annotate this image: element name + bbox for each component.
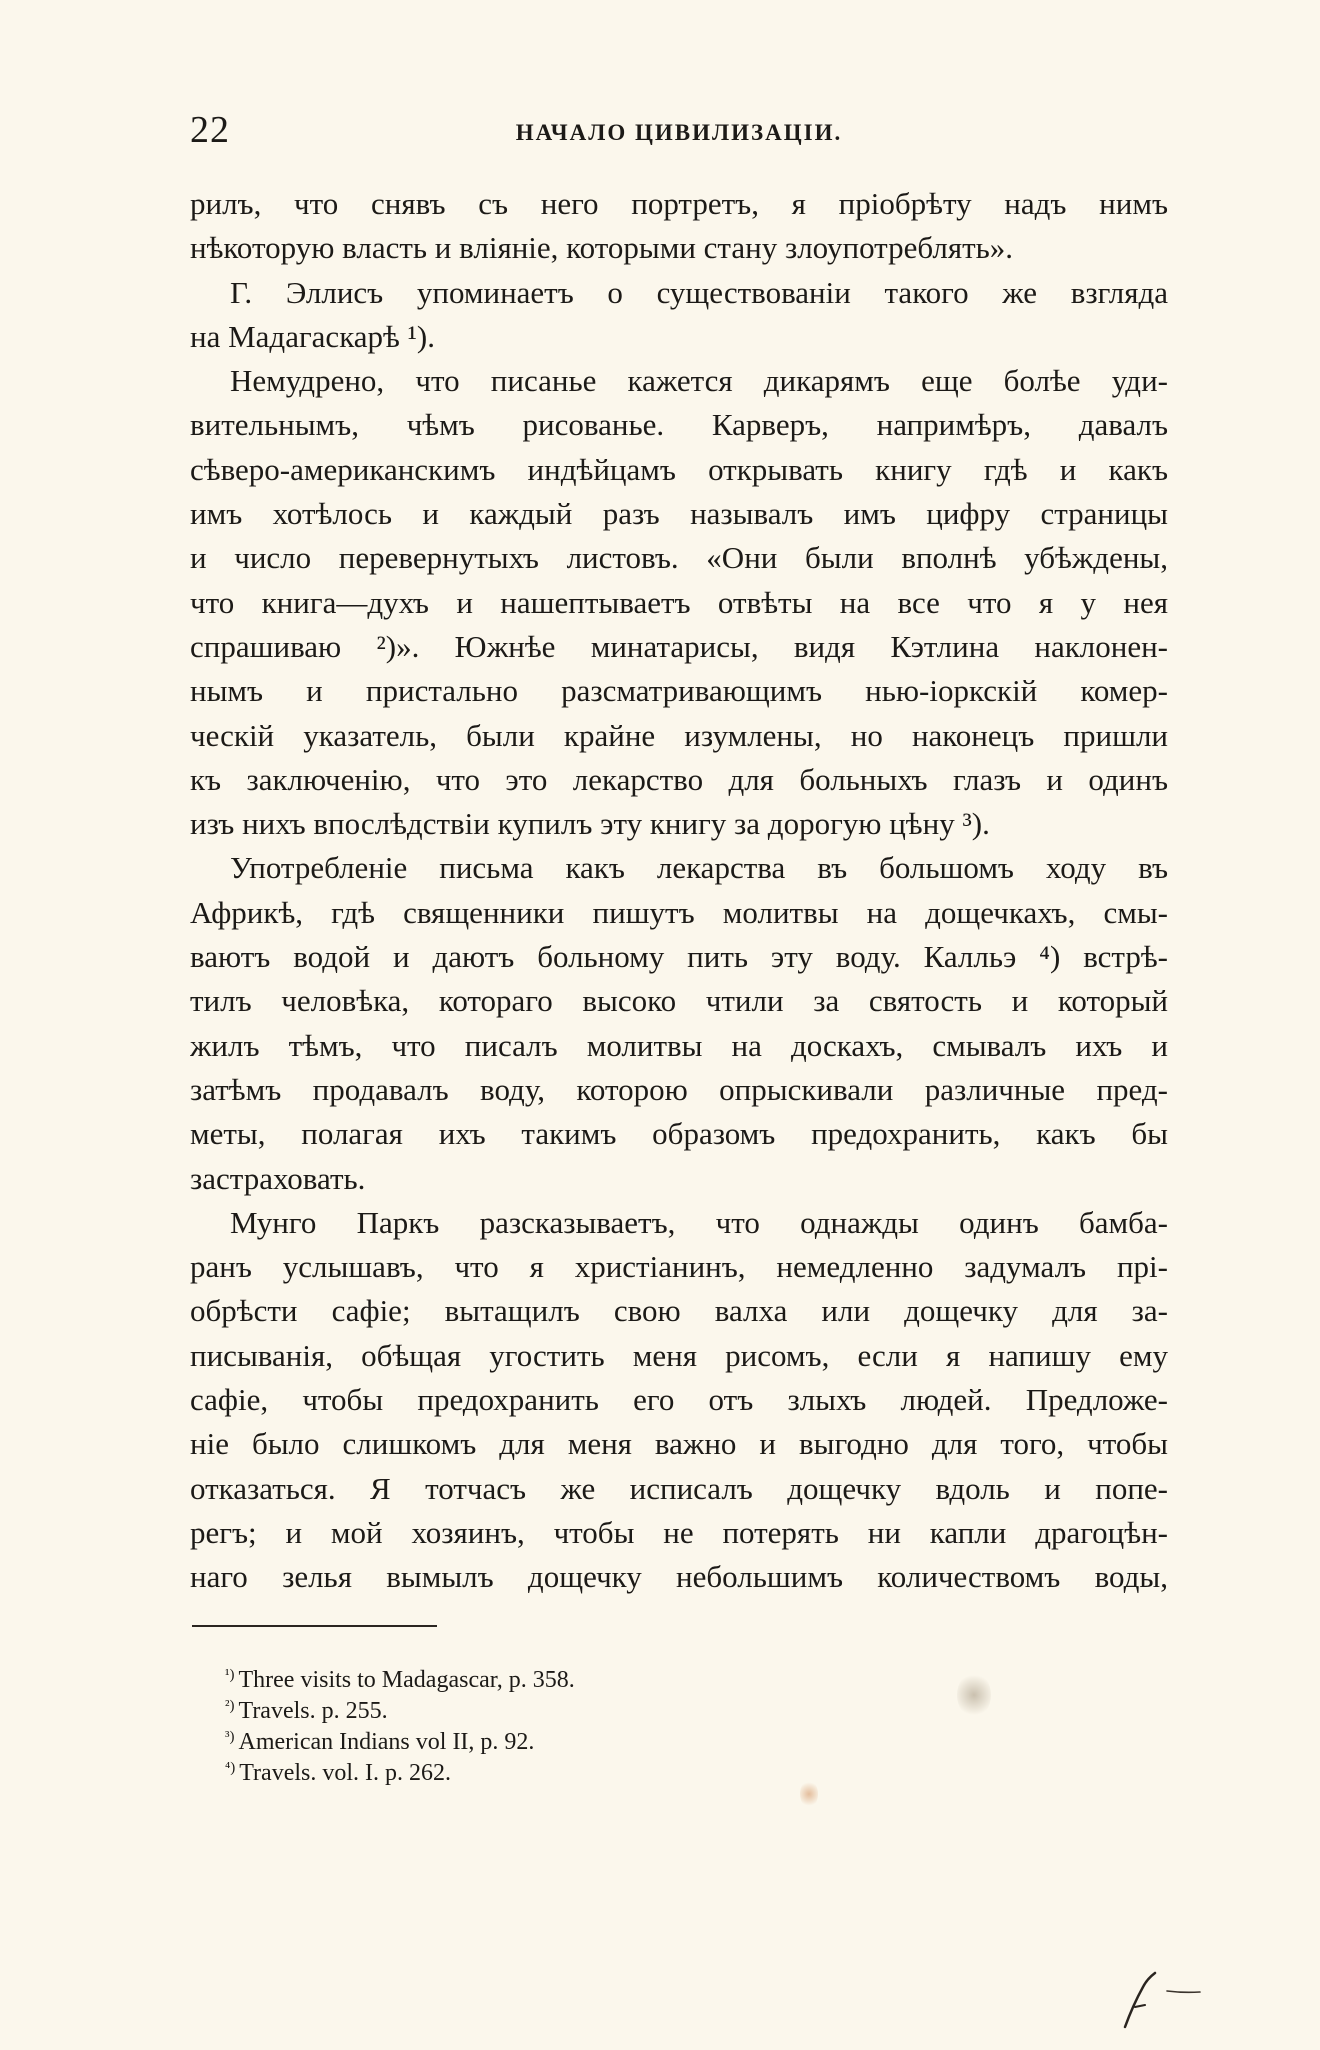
text-line: ваютъ водой и даютъ больному пить эту воду. Калльэ ⁴) встрѣ-	[190, 939, 1168, 975]
text-line: сафіе, чтобы предохранить его отъ злыхъ людей. Предложе-	[190, 1382, 1168, 1418]
text-line: вительнымъ, чѣмъ рисованье. Карверъ, напримѣръ, давалъ	[190, 407, 1168, 443]
text-line: Г. Эллисъ упоминаетъ о существованіи такого же взгляда	[230, 274, 1168, 310]
text-line: имъ хотѣлось и каждый разъ называлъ имъ цифру страницы	[190, 496, 1168, 532]
text-line: ранъ услышавъ, что я христіанинъ, немедленно задумалъ прі-	[190, 1249, 1168, 1285]
paper-stain	[800, 1780, 818, 1808]
footnote-rule	[192, 1625, 437, 1627]
footnote-text: Travels. vol. I. p. 262.	[239, 1760, 452, 1786]
text-line: обрѣсти сафіе; вытащилъ свою валха или дощечку для за-	[190, 1293, 1168, 1329]
pencil-mark	[1105, 1965, 1225, 2035]
footnote	[225, 1722, 925, 1753]
text-line: Употребленіе письма какъ лекарства въ большомъ ходу въ	[230, 850, 1168, 886]
footnote-text: American Indians vol II, p. 92.	[238, 1729, 535, 1755]
text-line: ческій указатель, были крайне изумлены, но наконецъ пришли	[190, 717, 1168, 753]
text-line: сѣверо-американскимъ индѣйцамъ открывать книгу гдѣ и какъ	[190, 451, 1168, 487]
footnote-text: Travels. p. 255.	[238, 1698, 388, 1724]
page-header	[190, 108, 1168, 154]
footnote-marker: ³)	[225, 1729, 235, 1745]
text-line: изъ нихъ впослѣдствіи купилъ эту книгу за дорогую цѣну ³).	[190, 806, 990, 842]
text-line: нымъ и пристально разсматривающимъ нью-іоркскій комер-	[190, 673, 1168, 709]
text-line: и число перевернутыхъ листовъ. «Они были вполнѣ убѣждены,	[190, 540, 1168, 576]
footnote-text: Three visits to Madagascar, p. 358.	[238, 1667, 575, 1693]
text-line: Немудрено, что писанье кажется дикарямъ еще болѣе уди-	[230, 363, 1168, 399]
paper-stain	[957, 1672, 991, 1718]
text-line: затѣмъ продавалъ воду, которою опрыскивали различные пред-	[190, 1071, 1168, 1107]
text-line: застраховать.	[190, 1160, 366, 1196]
footnote	[225, 1753, 925, 1784]
running-head: НАЧАЛО ЦИВИЛИЗАЦІИ.	[515, 120, 843, 145]
text-line: на Мадагаскарѣ ¹).	[190, 318, 435, 354]
text-line: что книга—духъ и нашептываетъ отвѣты на все что я у нея	[190, 584, 1168, 620]
text-line: наго зелья вымылъ дощечку небольшимъ количествомъ воды,	[190, 1559, 1168, 1595]
footnote-marker: ²)	[225, 1698, 235, 1714]
body-text	[190, 182, 1168, 1600]
text-line: писыванія, обѣщая угостить меня рисомъ, если я напишу ему	[190, 1337, 1168, 1373]
footnote-marker: ¹)	[225, 1667, 235, 1683]
text-line: спрашиваю ²)». Южнѣе минатарисы, видя Кэтлина наклонен-	[190, 628, 1168, 664]
text-line: рилъ, что снявъ съ него портретъ, я пріобрѣту надъ нимъ	[190, 186, 1168, 221]
text-line: Мунго Паркъ разсказываетъ, что однажды одинъ бамба-	[230, 1204, 1168, 1240]
text-line: отказаться. Я тотчасъ же исписалъ дощечку вдоль и попе-	[190, 1470, 1168, 1506]
text-line: меты, полагая ихъ такимъ образомъ предохранить, какъ бы	[190, 1116, 1168, 1152]
text-line: тилъ человѣка, котораго высоко чтили за святость и который	[190, 983, 1168, 1019]
footnotes	[225, 1660, 925, 1784]
footnote	[225, 1691, 925, 1722]
text-line: регъ; и мой хозяинъ, чтобы не потерять ни капли драгоцѣн-	[190, 1514, 1168, 1550]
text-line: къ заключенію, что это лекарство для больныхъ глазъ и одинъ	[190, 761, 1168, 797]
footnote-marker: ⁴)	[225, 1760, 236, 1776]
text-line: ніе было слишкомъ для меня важно и выгодно для того, чтобы	[190, 1426, 1168, 1462]
text-line: жилъ тѣмъ, что писалъ молитвы на доскахъ, смывалъ ихъ и	[190, 1027, 1168, 1063]
text-line: нѣкоторую власть и вліяніе, которыми стану злоупотреблять».	[190, 230, 1014, 266]
footnote	[225, 1660, 925, 1691]
text-line: Африкѣ, гдѣ священники пишутъ молитвы на дощечкахъ, смы-	[190, 894, 1168, 930]
page-number: 22	[190, 109, 230, 151]
